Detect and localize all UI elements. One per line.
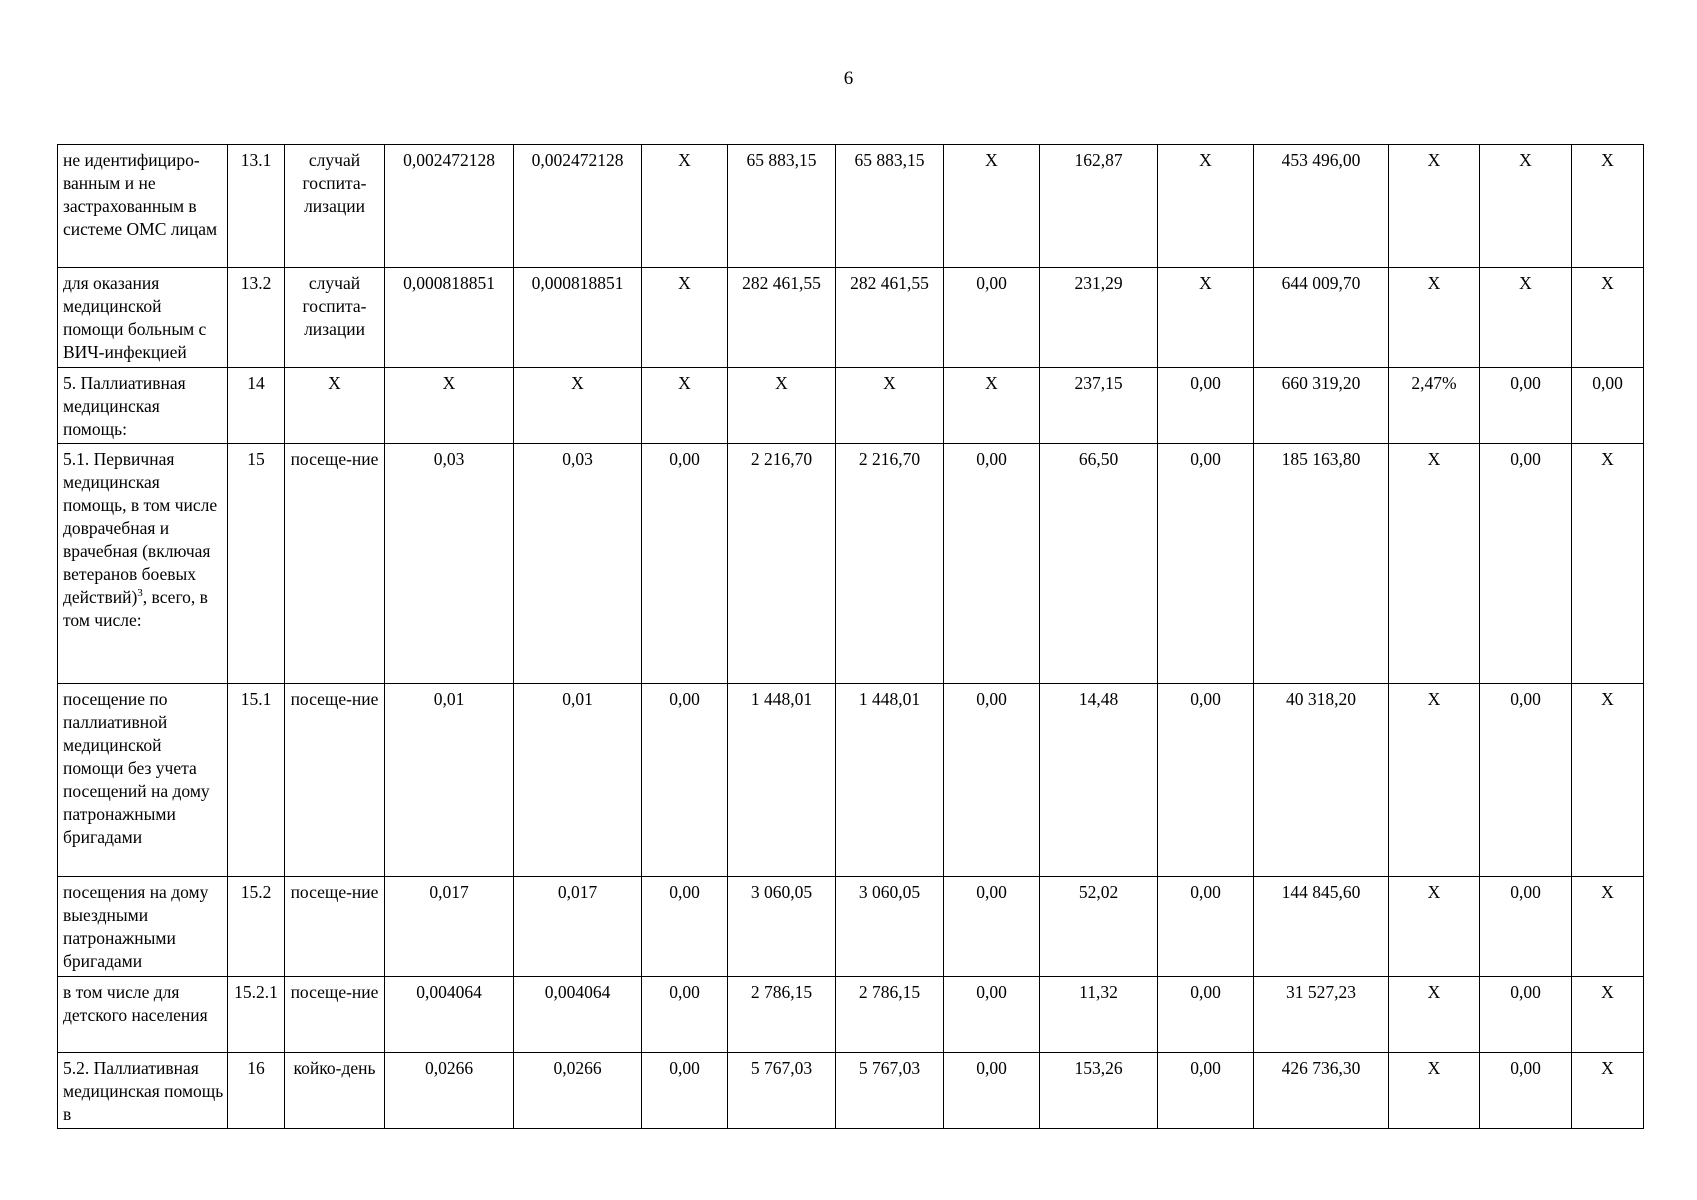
- value-cell: 65 883,15: [836, 145, 944, 268]
- value-cell: 0,00: [944, 877, 1040, 977]
- value-cell: 426 736,30: [1254, 1053, 1389, 1129]
- footnote-marker: 3: [137, 587, 143, 600]
- row-number-cell: 15.2: [228, 877, 285, 977]
- row-number-cell: 15.2.1: [228, 977, 285, 1053]
- value-cell: 282 461,55: [836, 268, 944, 368]
- value-cell: 31 527,23: [1254, 977, 1389, 1053]
- value-cell: 65 883,15: [728, 145, 836, 268]
- page-number: 6: [843, 68, 854, 89]
- value-cell: X: [1158, 145, 1254, 268]
- value-cell: 0,00: [944, 1053, 1040, 1129]
- unit-cell: посеще-ние: [285, 877, 385, 977]
- value-cell: X: [1480, 268, 1572, 368]
- value-cell: X: [1572, 977, 1644, 1053]
- value-cell: X: [1572, 444, 1644, 684]
- row-number-cell: 13.1: [228, 145, 285, 268]
- table-row: [58, 1053, 1644, 1129]
- value-cell: 644 009,70: [1254, 268, 1389, 368]
- value-cell: 0,0266: [514, 1053, 642, 1129]
- value-cell: X: [1572, 1053, 1644, 1129]
- value-cell: X: [385, 368, 514, 444]
- value-cell: 2 786,15: [836, 977, 944, 1053]
- value-cell: 0,01: [385, 684, 514, 877]
- value-cell: 0,004064: [514, 977, 642, 1053]
- value-cell: 0,017: [385, 877, 514, 977]
- row-name-cell: 5.2. Паллиативная медицинская помощь в: [58, 1053, 228, 1129]
- table-row: [58, 977, 1644, 1053]
- row-name-cell: 5. Паллиативная медицинская помощь:: [58, 368, 228, 444]
- value-cell: X: [1389, 877, 1480, 977]
- unit-cell: случай госпита-лизации: [285, 268, 385, 368]
- value-cell: X: [1389, 684, 1480, 877]
- value-cell: 0,00: [642, 1053, 728, 1129]
- value-cell: 0,00: [642, 977, 728, 1053]
- row-name-cell: в том числе для детского населения: [58, 977, 228, 1053]
- value-cell: 0,00: [1158, 1053, 1254, 1129]
- value-cell: 3 060,05: [728, 877, 836, 977]
- value-cell: 66,50: [1040, 444, 1158, 684]
- value-cell: 5 767,03: [728, 1053, 836, 1129]
- row-number-cell: 16: [228, 1053, 285, 1129]
- value-cell: 0,00: [642, 444, 728, 684]
- value-cell: 144 845,60: [1254, 877, 1389, 977]
- table-row: [58, 145, 1644, 268]
- value-cell: 0,00: [1480, 684, 1572, 877]
- table-row: [58, 368, 1644, 444]
- row-name-cell: не идентифициро-ванным и не застрахованным в системе ОМС лицам: [58, 145, 228, 268]
- value-cell: X: [1389, 977, 1480, 1053]
- value-cell: 0,00: [1480, 368, 1572, 444]
- row-name-cell: [58, 444, 228, 684]
- row-name-tail: , всего, в том числе:: [63, 587, 208, 630]
- row-name-text: 5.1. Первичная медицинская помощь, в том числе доврачебная и врачебная (включая ветеранов боевых действий): [63, 449, 218, 607]
- unit-cell: посеще-ние: [285, 684, 385, 877]
- row-number-cell: 15.1: [228, 684, 285, 877]
- value-cell: 0,00: [1158, 977, 1254, 1053]
- value-cell: 52,02: [1040, 877, 1158, 977]
- row-number-cell: 13.2: [228, 268, 285, 368]
- row-number-cell: 14: [228, 368, 285, 444]
- row-name-cell: посещение по паллиативной медицинской помощи без учета посещений на дому патронажными бригадами: [58, 684, 228, 877]
- value-cell: 0,01: [514, 684, 642, 877]
- value-cell: 0,00: [642, 877, 728, 977]
- value-cell: 0,00: [1572, 368, 1644, 444]
- table-row: [58, 444, 1644, 684]
- value-cell: 1 448,01: [728, 684, 836, 877]
- data-table: [57, 144, 1644, 1129]
- value-cell: 153,26: [1040, 1053, 1158, 1129]
- value-cell: 11,32: [1040, 977, 1158, 1053]
- value-cell: 237,15: [1040, 368, 1158, 444]
- value-cell: X: [1572, 684, 1644, 877]
- value-cell: 0,00: [944, 444, 1040, 684]
- value-cell: 660 319,20: [1254, 368, 1389, 444]
- value-cell: 0,000818851: [514, 268, 642, 368]
- unit-cell: посеще-ние: [285, 444, 385, 684]
- unit-cell: случай госпита-лизации: [285, 145, 385, 268]
- row-name-cell: посещения на дому выездными патронажными бригадами: [58, 877, 228, 977]
- value-cell: X: [1572, 145, 1644, 268]
- value-cell: X: [1572, 877, 1644, 977]
- value-cell: 0,03: [514, 444, 642, 684]
- value-cell: 0,00: [1158, 444, 1254, 684]
- value-cell: 0,00: [642, 684, 728, 877]
- table-row: [58, 268, 1644, 368]
- value-cell: 162,87: [1040, 145, 1158, 268]
- value-cell: X: [1389, 145, 1480, 268]
- value-cell: 0,00: [1480, 444, 1572, 684]
- value-cell: X: [1480, 145, 1572, 268]
- value-cell: 3 060,05: [836, 877, 944, 977]
- value-cell: 282 461,55: [728, 268, 836, 368]
- value-cell: 2,47%: [1389, 368, 1480, 444]
- value-cell: 0,000818851: [385, 268, 514, 368]
- value-cell: 0,00: [1480, 977, 1572, 1053]
- value-cell: 2 216,70: [728, 444, 836, 684]
- table-row: [58, 877, 1644, 977]
- value-cell: 0,00: [1158, 684, 1254, 877]
- value-cell: 0,00: [944, 268, 1040, 368]
- table-row: [58, 684, 1644, 877]
- row-name-cell: для оказания медицинской помощи больным с ВИЧ-инфекцией: [58, 268, 228, 368]
- value-cell: 0,03: [385, 444, 514, 684]
- value-cell: 0,00: [1158, 877, 1254, 977]
- value-cell: 0,00: [944, 977, 1040, 1053]
- value-cell: X: [1572, 268, 1644, 368]
- value-cell: X: [944, 145, 1040, 268]
- unit-cell: койко-день: [285, 1053, 385, 1129]
- value-cell: 40 318,20: [1254, 684, 1389, 877]
- value-cell: X: [642, 368, 728, 444]
- value-cell: 0,00: [1480, 1053, 1572, 1129]
- value-cell: 2 786,15: [728, 977, 836, 1053]
- value-cell: X: [1389, 1053, 1480, 1129]
- row-number-cell: 15: [228, 444, 285, 684]
- value-cell: 0,00: [1480, 877, 1572, 977]
- value-cell: 231,29: [1040, 268, 1158, 368]
- value-cell: X: [642, 268, 728, 368]
- value-cell: 2 216,70: [836, 444, 944, 684]
- value-cell: 0,00: [1158, 368, 1254, 444]
- value-cell: X: [944, 368, 1040, 444]
- unit-cell: посеще-ние: [285, 977, 385, 1053]
- value-cell: 453 496,00: [1254, 145, 1389, 268]
- value-cell: 5 767,03: [836, 1053, 944, 1129]
- value-cell: 0,0266: [385, 1053, 514, 1129]
- value-cell: 0,00: [944, 684, 1040, 877]
- value-cell: X: [642, 145, 728, 268]
- value-cell: X: [1389, 444, 1480, 684]
- value-cell: 0,002472128: [385, 145, 514, 268]
- value-cell: 0,017: [514, 877, 642, 977]
- value-cell: 0,002472128: [514, 145, 642, 268]
- value-cell: 1 448,01: [836, 684, 944, 877]
- value-cell: 14,48: [1040, 684, 1158, 877]
- value-cell: X: [1158, 268, 1254, 368]
- value-cell: X: [514, 368, 642, 444]
- value-cell: 185 163,80: [1254, 444, 1389, 684]
- unit-cell: X: [285, 368, 385, 444]
- value-cell: X: [728, 368, 836, 444]
- value-cell: 0,004064: [385, 977, 514, 1053]
- value-cell: X: [1389, 268, 1480, 368]
- value-cell: X: [836, 368, 944, 444]
